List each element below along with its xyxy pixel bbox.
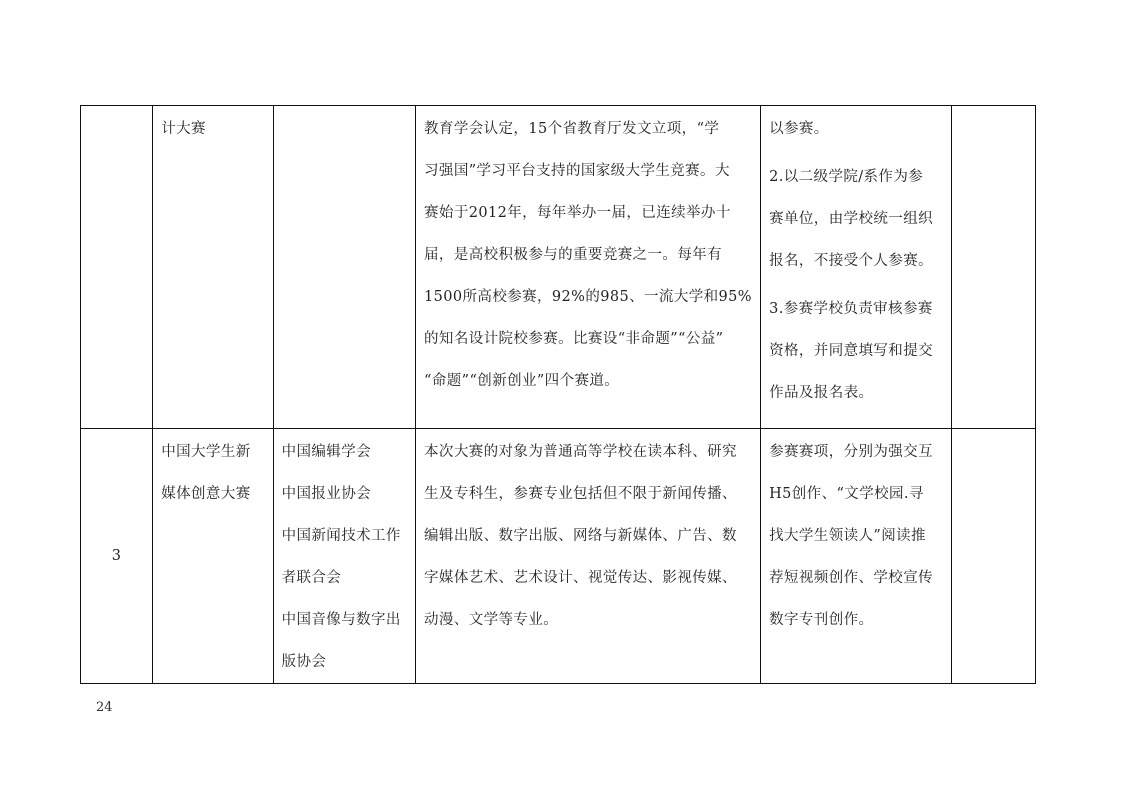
description-line: 编辑出版、数字出版、网络与新媒体、广告、数 — [424, 528, 737, 544]
description-line: 届，是高校积极参与的重要竞赛之一。每年有 — [424, 247, 723, 263]
organizer-line: 中国音像与数字出 — [281, 612, 401, 628]
organizer-line: 者联合会 — [281, 570, 342, 586]
requirement-line: H5创作、“文学校园.寻 — [769, 486, 924, 502]
description-line: 生及专科生，参赛专业包括但不限于新闻传播、 — [424, 486, 737, 502]
number-cell — [81, 429, 153, 684]
remarks-cell — [951, 106, 1035, 429]
requirement-line: 资格，并同意填写和提交 — [769, 343, 934, 359]
competition-name-line: 计大赛 — [161, 121, 206, 137]
requirement-line: 2.以二级学院/系作为参 — [769, 169, 924, 185]
competition-name-cell — [153, 106, 273, 429]
requirements-cell — [761, 106, 952, 429]
number-cell — [81, 106, 153, 429]
requirement-line: 3.参赛学校负责审核参赛 — [769, 301, 933, 317]
competition-name-cell — [153, 429, 273, 684]
organizer-line: 版协会 — [281, 654, 327, 670]
requirement-line: 赛单位，由学校统一组织 — [769, 211, 934, 227]
requirement-line: 作品及报名表。 — [769, 385, 874, 401]
competition-name-line: 媒体创意大赛 — [161, 486, 251, 502]
description-line: 教育学会认定，15个省教育厅发文立项，“学 — [424, 121, 720, 137]
competition-table — [80, 105, 1036, 684]
requirement-line: 报名，不接受个人参赛。 — [769, 253, 934, 269]
organizer-cell — [273, 106, 415, 429]
description-line: 赛始于2012年，每年举办一届，已连续举办十 — [424, 205, 731, 221]
requirement-line: 数字专刊创作。 — [769, 612, 874, 628]
organizer-cell — [273, 429, 415, 684]
page-number: 24 — [96, 700, 113, 715]
description-line: 字媒体艺术、艺术设计、视觉传达、影视传媒、 — [424, 570, 737, 586]
requirement-line: 以参赛。 — [769, 121, 829, 137]
description-line: 习强国”学习平台支持的国家级大学生竞赛。大 — [424, 163, 730, 179]
competition-name-line: 中国大学生新 — [161, 444, 251, 460]
description-line: 本次大赛的对象为普通高等学校在读本科、研究 — [424, 444, 737, 460]
requirement-line: 荐短视频创作、学校宣传 — [769, 570, 934, 586]
organizer-line: 中国报业协会 — [281, 486, 371, 502]
requirement-line: 找大学生领读人”阅读推 — [769, 528, 926, 544]
organizer-line: 中国新闻技术工作 — [281, 528, 401, 544]
requirements-cell — [761, 429, 952, 684]
remarks-cell — [951, 429, 1035, 684]
description-line: 的知名设计院校参赛。比赛设“非命题”“公益” — [424, 331, 724, 347]
description-cell — [416, 429, 761, 684]
description-line: 动漫、文学等专业。 — [424, 612, 559, 628]
organizer-line: 中国编辑学会 — [281, 444, 371, 460]
description-cell — [416, 106, 761, 429]
description-line: 1500所高校参赛，92%的985、一流大学和95% — [424, 289, 752, 305]
requirement-line: 参赛赛项，分别为强交互 — [769, 444, 934, 460]
table-row — [81, 429, 1036, 684]
description-line: “命题”“创新创业”四个赛道。 — [424, 373, 620, 389]
row-number: 3 — [111, 548, 122, 564]
table-row — [81, 106, 1036, 429]
